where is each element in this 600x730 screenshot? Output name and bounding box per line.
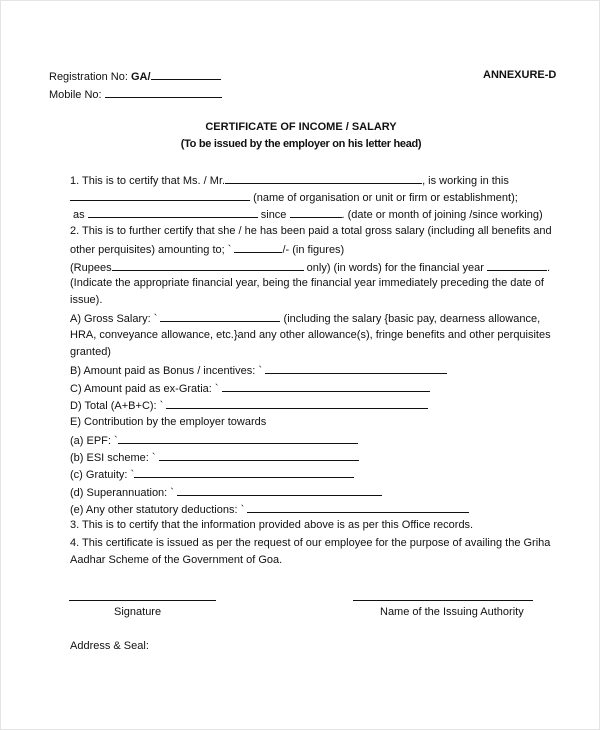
mobile-blank[interactable] — [105, 87, 222, 98]
address-seal-label: Address & Seal: — [70, 640, 149, 652]
text: (d) Superannuation: ` — [70, 487, 174, 499]
rupees-words-blank[interactable] — [112, 260, 304, 271]
document-subtitle: (To be issued by the employer on his letter head) — [180, 138, 422, 150]
gratuity-line — [70, 467, 354, 482]
gross-salary-line — [70, 311, 540, 326]
gross-salary-line-3: granted) — [70, 346, 111, 358]
gross-salary-line-2: HRA, conveyance allowance, etc.}and any other allowance(s), fringe benefits and other perquisites — [70, 329, 551, 341]
text: A) Gross Salary: ` — [70, 313, 158, 325]
mobile-line — [49, 87, 222, 102]
text: (name of organisation or unit or firm or establishment); — [253, 192, 518, 204]
text: (including the salary {basic pay, dearness allowance, — [283, 313, 541, 325]
other-deductions-blank[interactable] — [247, 502, 469, 513]
superannuation-blank[interactable] — [177, 485, 382, 496]
line-5 — [70, 242, 344, 257]
line-7: (Indicate the appropriate financial year, being the financial year immediately preceding the date of — [70, 277, 544, 289]
text: only) (in words) for the financial year — [306, 262, 484, 274]
text: (Rupees — [70, 262, 112, 274]
issuing-authority-label: Name of the Issuing Authority — [380, 606, 524, 618]
signature-label: Signature — [114, 606, 162, 618]
line-4: 2. This is to further certify that she / he has been paid a total gross salary (including all benefits and — [70, 225, 552, 237]
document-title: CERTIFICATE OF INCOME / SALARY — [205, 121, 397, 133]
ex-gratia-blank[interactable] — [222, 381, 430, 392]
name-blank[interactable] — [225, 173, 422, 184]
registration-line — [49, 69, 221, 84]
text: . — [547, 262, 551, 274]
text: 1. This is to certify that Ms. / Mr. — [70, 175, 226, 187]
issuing-authority-line[interactable] — [353, 600, 533, 601]
esi-blank[interactable] — [159, 450, 359, 461]
text: C) Amount paid as ex-Gratia: ` — [70, 383, 219, 395]
financial-year-blank[interactable] — [487, 260, 547, 271]
other-deductions-line — [70, 502, 469, 517]
mobile-label: Mobile No: — [49, 89, 102, 101]
annexure-label: ANNEXURE-D — [483, 69, 557, 81]
text: as — [73, 209, 85, 221]
total-blank[interactable] — [166, 398, 428, 409]
text: . (date or month of joining /since working) — [341, 209, 543, 221]
text: , is working in this — [422, 175, 509, 187]
text: B) Amount paid as Bonus / incentives: ` — [70, 365, 262, 377]
line-6 — [70, 260, 550, 275]
designation-blank[interactable] — [88, 207, 258, 218]
signature-line[interactable] — [69, 600, 216, 601]
registration-label: Registration No: — [49, 71, 128, 83]
epf-blank[interactable] — [118, 433, 358, 444]
text: (b) ESI scheme: ` — [70, 452, 156, 464]
text: since — [260, 209, 287, 221]
text: (c) Gratuity: ` — [70, 469, 135, 481]
salary-figures-blank[interactable] — [234, 242, 282, 253]
paragraph-4: 4. This certificate is issued as per the request of our employee for the purpose of availing the Griha — [70, 537, 551, 549]
line-1 — [70, 173, 509, 188]
text: (a) EPF: ` — [70, 435, 118, 447]
epf-line — [70, 433, 358, 448]
total-line — [70, 398, 428, 413]
ex-gratia-line — [70, 381, 430, 396]
bonus-line — [70, 363, 447, 378]
bonus-blank[interactable] — [265, 363, 447, 374]
line-8: issue). — [70, 294, 103, 306]
since-blank[interactable] — [290, 207, 342, 218]
line-2 — [70, 190, 518, 205]
superannuation-line — [70, 485, 382, 500]
organisation-blank[interactable] — [70, 190, 250, 201]
registration-value: GA/ — [130, 71, 151, 83]
gratuity-blank[interactable] — [134, 467, 354, 478]
paragraph-4-line-2: Aadhar Scheme of the Government of Goa. — [70, 554, 283, 566]
text: other perquisites) amounting to; ` — [70, 244, 232, 256]
gross-salary-blank[interactable] — [160, 311, 280, 322]
text: (e) Any other statutory deductions: ` — [70, 504, 245, 516]
esi-line — [70, 450, 359, 465]
text: /- (in figures) — [282, 244, 345, 256]
contribution-heading: E) Contribution by the employer towards — [70, 416, 267, 428]
paragraph-3: 3. This is to certify that the information provided above is as per this Office records. — [70, 519, 474, 531]
line-3 — [73, 207, 543, 222]
registration-blank[interactable] — [151, 69, 221, 80]
text: D) Total (A+B+C): ` — [70, 400, 164, 412]
